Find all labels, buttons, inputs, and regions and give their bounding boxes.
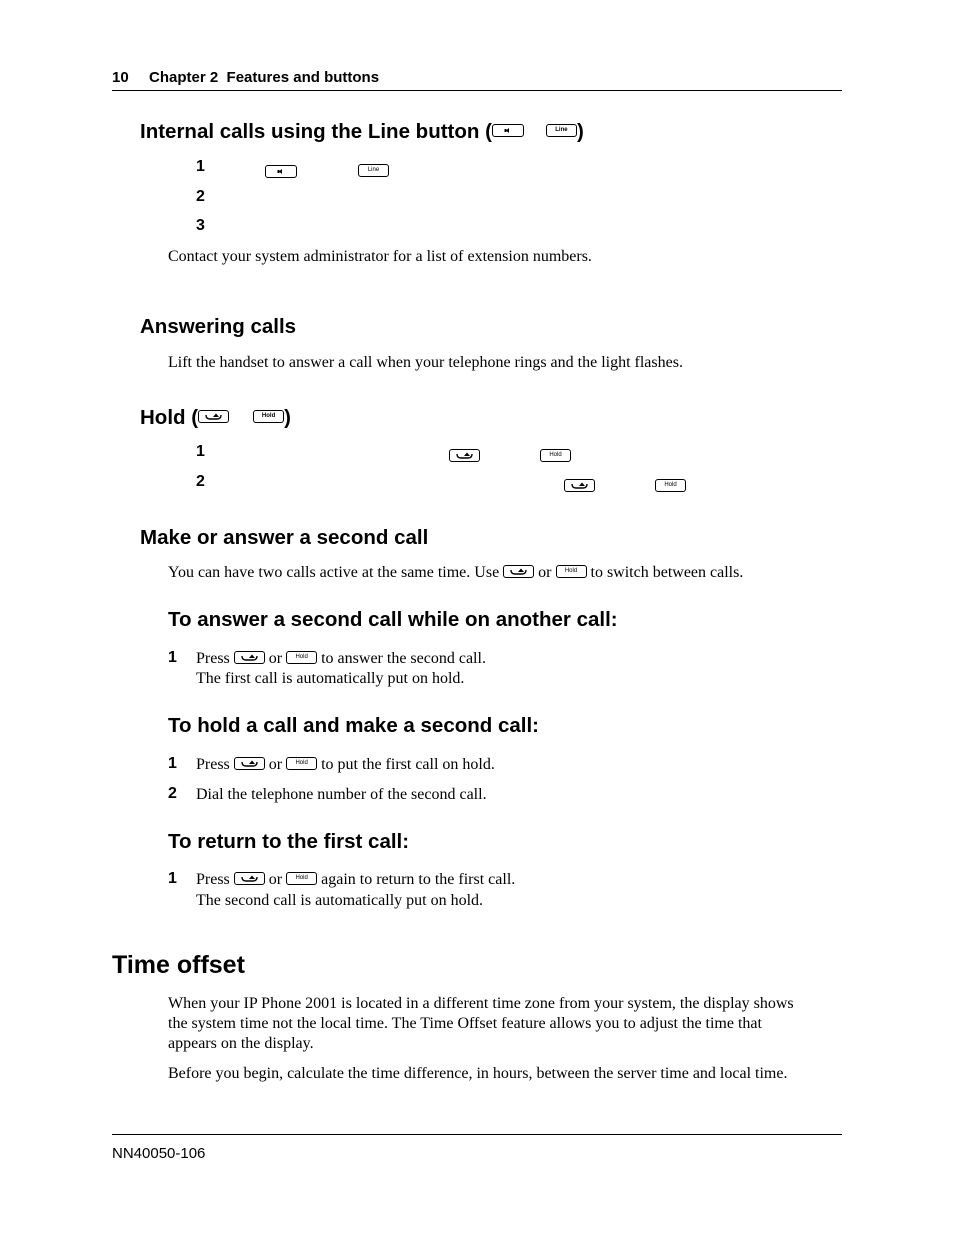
hold-make-step1-text: Press or Hold to put the first call on hold. — [196, 756, 495, 773]
section-title-answering-calls: Answering calls — [140, 315, 297, 338]
section-title-time-offset: Time offset — [112, 951, 245, 979]
time-offset-para1-line2: the system time not the local time. The Time Offset feature allows you to adjust the time that — [168, 1015, 762, 1032]
subsection-title-return-first: To return to the first call: — [168, 830, 410, 853]
second-call-text: You can have two calls active at the same time. Use or Hold to switch between calls. — [168, 564, 744, 581]
hold-handset-key-icon — [198, 410, 229, 423]
time-offset-para2: Before you begin, calculate the time difference, in hours, between the server time and local time. — [168, 1065, 788, 1082]
hold-handset-key-icon — [564, 479, 595, 492]
internal-calls-note: Contact your system administrator for a list of extension numbers. — [168, 248, 592, 265]
step-number: 3 — [196, 217, 205, 234]
header-page-number: 10 — [112, 69, 129, 86]
footer-doc-number: NN40050-106 — [112, 1145, 206, 1162]
time-offset-para1-line3: appears on the display. — [168, 1035, 314, 1052]
hold-key-icon: Hold — [286, 651, 317, 664]
speaker-key-icon — [265, 165, 297, 178]
hold-handset-key-icon — [449, 449, 480, 462]
step-number: 2 — [168, 785, 177, 802]
step-number: 1 — [168, 755, 177, 772]
step-number: 1 — [196, 158, 205, 175]
line-key-icon: Line — [358, 164, 389, 177]
hold-key-icon: Hold — [286, 872, 317, 885]
section-title-hold: Hold ( Hold ) — [140, 406, 291, 429]
line-key-icon: Line — [546, 124, 577, 137]
section-title-second-call: Make or answer a second call — [140, 526, 429, 549]
answering-text: Lift the handset to answer a call when your telephone rings and the light flashes. — [168, 354, 683, 371]
subsection-title-answer-second: To answer a second call while on another call: — [168, 608, 618, 631]
step-number: 2 — [196, 473, 205, 490]
hold-key-icon: Hold — [253, 410, 284, 423]
answer-second-step-text: Press or Hold to answer the second call. — [196, 650, 486, 667]
hold-key-icon: Hold — [540, 449, 571, 462]
hold-make-step2-text: Dial the telephone number of the second call. — [196, 786, 487, 803]
running-header — [112, 69, 379, 86]
return-first-step-text: Press or Hold again to return to the first call. — [196, 871, 516, 888]
step-number: 1 — [168, 649, 177, 666]
section-title-internal-calls: Internal calls using the Line button ( Line ) — [140, 120, 584, 143]
speaker-key-icon — [492, 124, 524, 137]
answer-second-note: The first call is automatically put on hold. — [196, 670, 465, 687]
hold-key-icon: Hold — [556, 565, 587, 578]
hold-handset-key-icon — [234, 651, 265, 664]
header-chapter: Chapter 2 Features and buttons — [149, 69, 380, 86]
hold-key-icon: Hold — [286, 757, 317, 770]
return-first-note: The second call is automatically put on hold. — [196, 892, 484, 909]
header-rule — [112, 90, 842, 91]
footer-rule — [112, 1134, 842, 1135]
step-number: 1 — [196, 443, 205, 460]
step-number: 1 — [168, 870, 177, 887]
subsection-title-hold-make: To hold a call and make a second call: — [168, 714, 540, 737]
hold-handset-key-icon — [234, 872, 265, 885]
hold-handset-key-icon — [234, 757, 265, 770]
hold-key-icon: Hold — [655, 479, 686, 492]
time-offset-para1-line1: When your IP Phone 2001 is located in a different time zone from your system, the display shows — [168, 995, 794, 1012]
step-number: 2 — [196, 188, 205, 205]
hold-handset-key-icon — [503, 565, 534, 578]
